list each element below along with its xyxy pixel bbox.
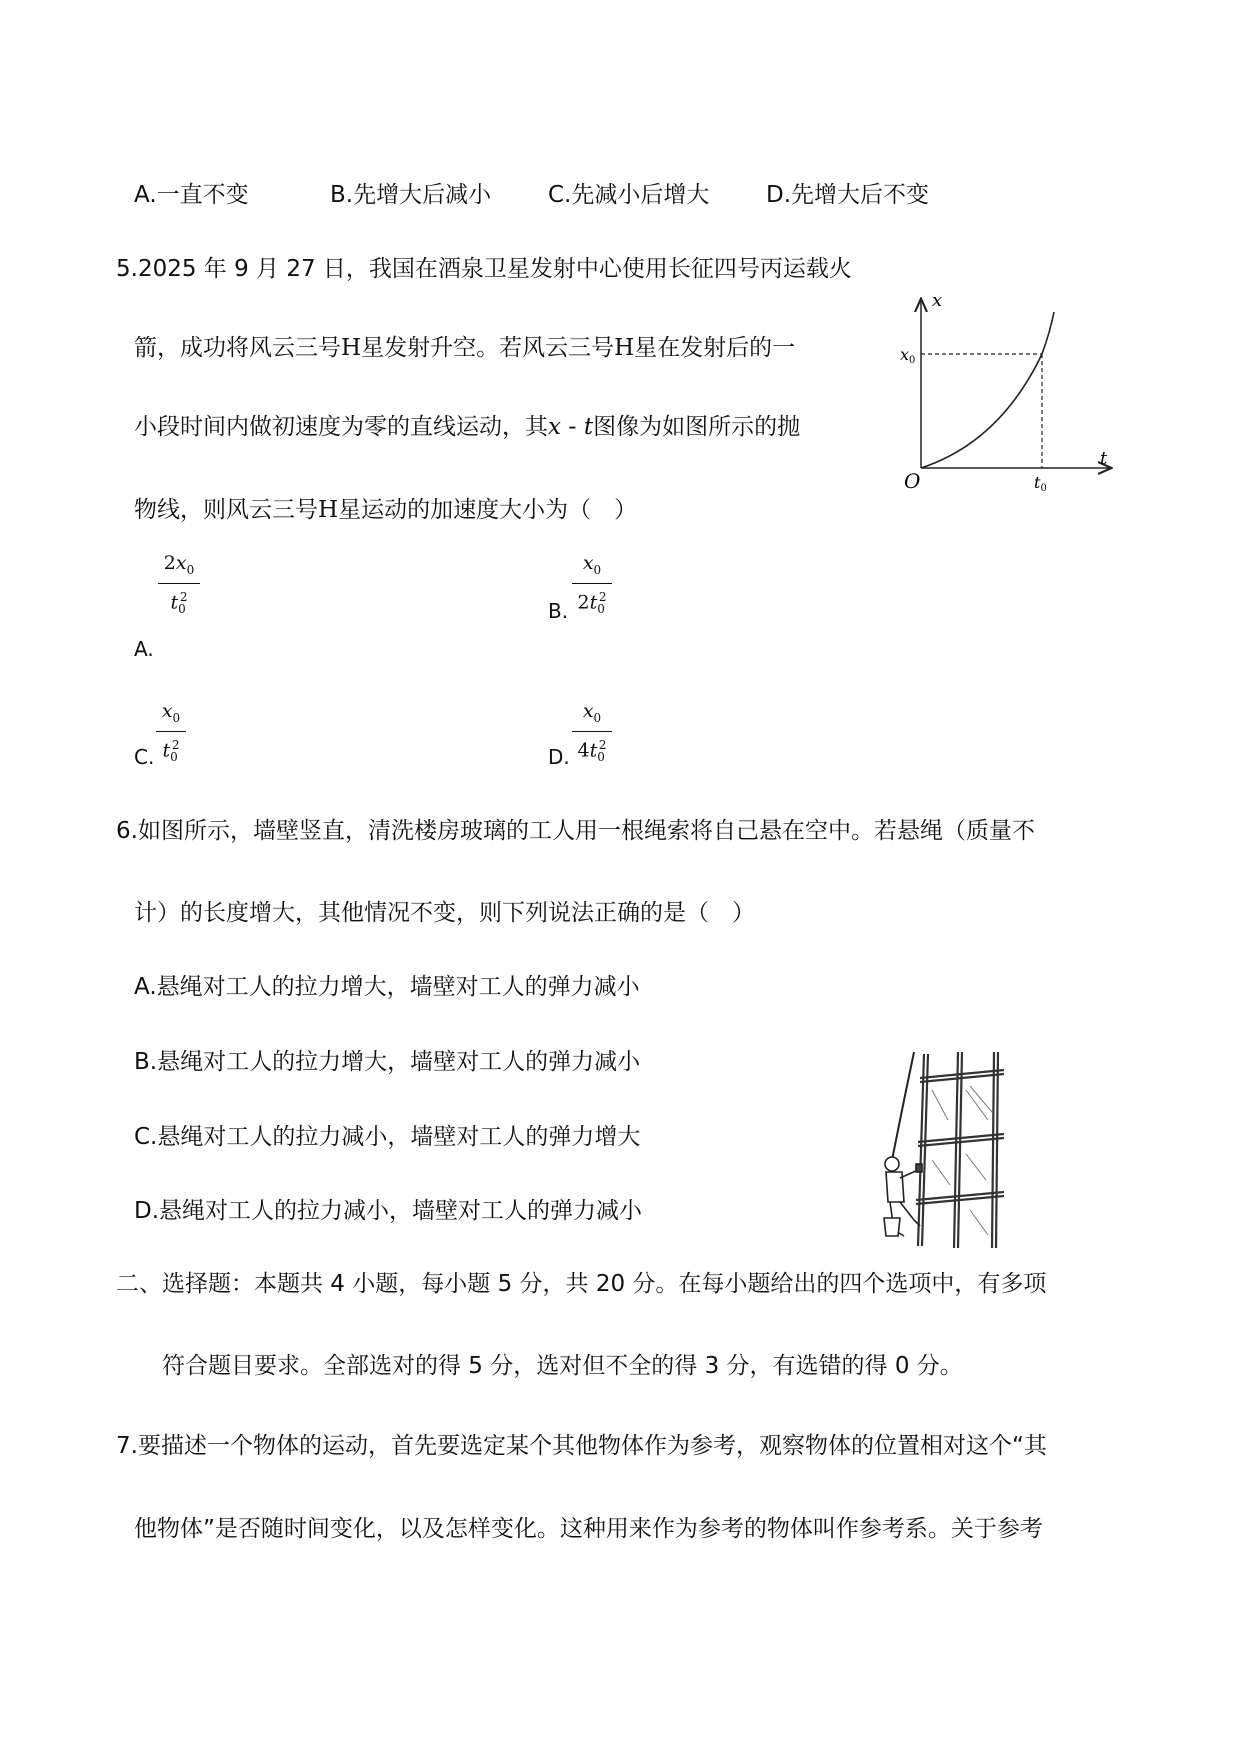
q5-option-d-formula: $x_0$ $4t_0^2$: [572, 700, 612, 768]
q6-text-line1: 6.如图所示，墙壁竖直，清洗楼房玻璃的工人用一根绳索将自己悬在空中。若悬绳（质量不: [116, 818, 1035, 844]
t0-label: t0: [1034, 473, 1047, 492]
worker-head: [885, 1157, 899, 1171]
q5-option-c-label: C.: [134, 745, 155, 769]
section2-heading-line2: 符合题目要求。全部选对的得 5 分，选对但不全的得 3 分，有选错的得 0 分。: [162, 1353, 963, 1379]
q5-option-b-formula: $x_0$ $2t_0^2$: [572, 552, 612, 620]
q6-option-a: A.悬绳对工人的拉力增大，墙壁对工人的弹力减小: [134, 974, 640, 1000]
q5-option-a-formula: $2x_0$ $t_0^2$: [158, 552, 200, 620]
q4-option-c: C.先减小后增大: [548, 182, 710, 208]
q6-option-d: D.悬绳对工人的拉力减小，墙壁对工人的弹力减小: [134, 1198, 643, 1224]
t-axis-label: t: [1100, 448, 1108, 469]
worker-body: [886, 1172, 904, 1202]
origin-label: O: [904, 469, 921, 492]
bucket: [884, 1218, 900, 1236]
q5-text-line2: 箭，成功将风云三号H星发射升空。若风云三号H星在发射后的一: [134, 335, 796, 361]
q5-option-c-formula: $x_0$ $t_0^2$: [156, 700, 186, 768]
q4-option-d: D.先增大后不变: [766, 182, 930, 208]
q4-option-a: A.一直不变: [134, 182, 249, 208]
q5-option-d-label: D.: [548, 745, 570, 769]
q5-text-line4: 物线，则风云三号H星运动的加速度大小为（ ）: [134, 497, 638, 523]
q5-option-a-label: A.: [134, 637, 154, 661]
x0-label: x0: [900, 345, 916, 366]
q5-text-line1: 5.2025 年 9 月 27 日，我国在酒泉卫星发射中心使用长征四号丙运载火: [116, 256, 852, 282]
q6-option-b: B.悬绳对工人的拉力增大，墙壁对工人的弹力减小: [134, 1049, 641, 1075]
parabola-curve: [921, 352, 1050, 468]
q6-option-c: C.悬绳对工人的拉力减小，墙壁对工人的弹力增大: [134, 1124, 641, 1150]
section2-heading-line1: 二、选择题：本题共 4 小题，每小题 5 分，共 20 分。在每小题给出的四个选项中，有多项: [116, 1271, 1047, 1297]
q6-text-line2: 计）的长度增大，其他情况不变，则下列说法正确的是（ ）: [134, 900, 755, 926]
q7-text-line2: 他物体”是否随时间变化，以及怎样变化。这种用来作为参考的物体叫作参考系。关于参考: [134, 1516, 1043, 1542]
xt-graph: [900, 292, 1125, 492]
q4-option-b: B.先增大后减小: [330, 182, 492, 208]
q7-text-line1: 7.要描述一个物体的运动，首先要选定某个其他物体作为参考，观察物体的位置相对这个“其: [116, 1433, 1047, 1459]
suspension-rope: [892, 1052, 914, 1160]
window-cleaner-illustration: [870, 1050, 1020, 1250]
q5-option-b-label: B.: [548, 599, 569, 623]
x-axis-label: x: [932, 292, 943, 311]
parabola-curve: [921, 312, 1054, 468]
q5-text-line3: 小段时间内做初速度为零的直线运动，其x - t图像为如图所示的抛: [134, 414, 801, 440]
